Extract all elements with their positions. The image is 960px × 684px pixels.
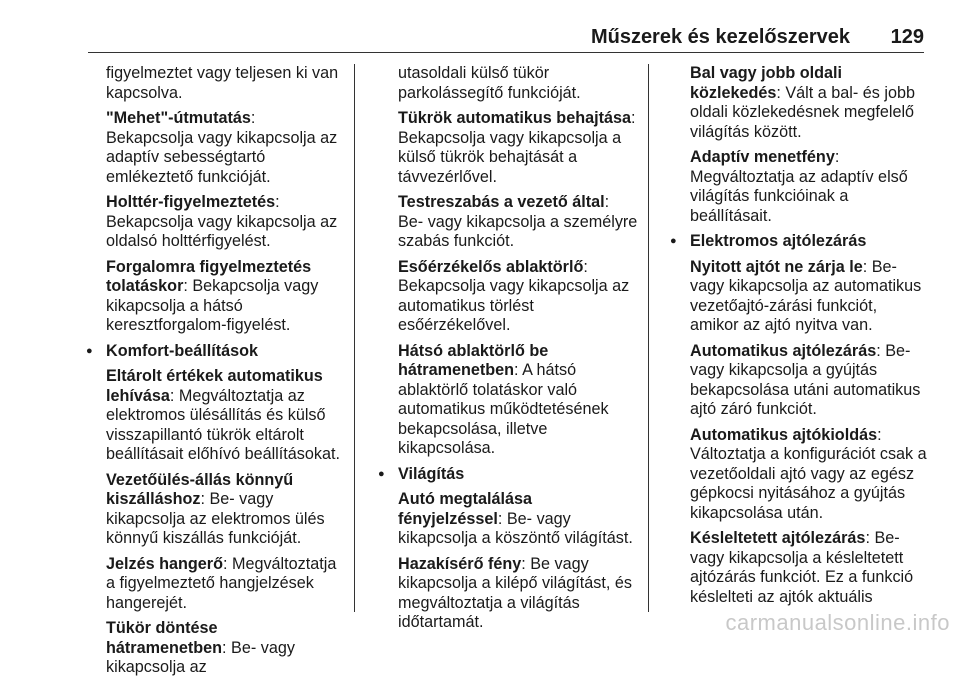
setting-name: Eltárolt értékek automatikus lehívása [106,367,323,405]
setting-paragraph [106,258,342,336]
page-number: 129 [890,26,924,48]
setting-description: : Bekapcsolja vagy kikapcsolja az oldalsó holttérfigyelést. [106,193,338,250]
setting-description: : Be- vagy kikapcsolja a személyre szabás funkciót. [398,193,638,250]
setting-paragraph [398,109,638,187]
setting-description: : Be- vagy kikapcsolja az elektromos ülés könnyű kiszállás funkcióját. [106,490,325,547]
setting-name: Testreszabás a vezető által [398,193,605,211]
setting-description: : Megváltoztatja az elektromos ülésállítás és külső visszapillantó tükrök eltárolt beállításait előhívó beállításokat. [106,386,340,463]
setting-description: : Bekapcsolja vagy kikapcsolja az automatikus törlést esőérzékelővel. [398,257,630,334]
setting-name: Jelzés hangerő [106,554,223,573]
setting-paragraph [398,64,638,103]
setting-paragraph [106,619,342,678]
setting-description: figyelmeztet vagy teljesen ki van kapcsolva. [106,64,339,102]
setting-name: Hátsó ablaktörlő be hátramenetben [398,341,549,379]
page-title: Műszerek és kezelőszervek [590,26,850,48]
setting-paragraph [690,529,930,607]
section-bullet [106,342,342,362]
setting-paragraph [106,555,342,614]
setting-paragraph [690,64,930,142]
setting-description: : Bekapcsolja vagy kikapcsolja a hátsó keresztforgalom-figyelést. [106,277,319,334]
text-column-2 [382,64,638,639]
setting-paragraph [106,367,342,465]
setting-description: : Be- vagy kikapcsolja a késleltetett ajtózárás funkciót. Ez a funkció késlelteti az ajtók aktuális [690,529,914,606]
setting-name: Adaptív menetfény [690,148,835,166]
setting-description: : Be- vagy kikapcsolja a gyújtás bekapcsolása utáni automatikus ajtó záró funkciót. [690,341,921,418]
setting-name: Esőérzékelős ablaktörlő [398,257,584,276]
text-column-1 [90,64,342,684]
setting-paragraph [106,64,342,103]
section-bullet [398,465,638,485]
column-divider [648,64,649,612]
setting-description: : Be- vagy kikapcsolja a köszöntő világítást. [398,509,633,547]
setting-name: Elektromos ajtólezárás [690,232,867,250]
setting-description: utasoldali külső tükör parkolássegítő funkcióját. [398,64,581,102]
setting-name: Forgalomra figyelmeztetés tolatáskor [106,257,312,295]
setting-name: Nyitott ajtót ne zárja le [690,257,863,276]
setting-description: : Változtatja a konfigurációt csak a vezetőoldali ajtó vagy az egész gépkocsi nyitásához a gyújtás kikapcsolása után. [690,425,927,522]
setting-paragraph [106,109,342,187]
setting-name: Bal vagy jobb oldali közlekedés [690,64,843,102]
page-header [88,22,924,53]
setting-name: Késleltetett ajtólezárás [690,529,866,547]
setting-name: Vezetőülés-állás könnyű kiszálláshoz [106,470,294,508]
setting-paragraph [106,471,342,549]
setting-description: : Vált a bal- és jobb oldali közlekedésnek megfelelő világítás között. [690,83,915,141]
setting-paragraph [690,426,930,524]
setting-description: : Be- vagy kikapcsolja az automatikus vezetőajtó-zárási funkciót, amikor az ajtó nyitva van. [690,257,922,334]
setting-name: "Mehet"-útmutatás [106,109,251,127]
setting-name: Komfort-beállítások [106,341,259,360]
setting-name: Tükör döntése hátramenetben [106,619,223,657]
setting-name: Automatikus ajtókioldás [690,425,878,444]
setting-paragraph [690,342,930,420]
column-divider [354,64,355,612]
text-column-3 [674,64,930,613]
setting-description: : Bekapcsolja vagy kikapcsolja az adaptív sebességtartó emlékeztető funkcióját. [106,109,338,186]
setting-paragraph [398,490,638,549]
setting-name: Hazakísérő fény [398,554,522,573]
setting-name: Holttér-figyelmeztetés [106,193,276,211]
section-bullet [690,232,930,252]
setting-name: Autó megtalálása fényjelzéssel [398,490,533,528]
setting-paragraph [690,148,930,226]
setting-paragraph [398,193,638,252]
setting-description: : Megváltoztatja az adaptív első világítás funkcióinak a beállításait. [690,148,908,225]
setting-paragraph [398,555,638,633]
setting-paragraph [690,258,930,336]
setting-paragraph [398,342,638,459]
setting-name: Világítás [398,464,465,483]
setting-description: : Bekapcsolja vagy kikapcsolja a külső tükrök behajtását a távvezérlővel. [398,109,636,186]
setting-description: : Megváltoztatja a figyelmeztető hangjelzések hangerejét. [106,554,337,612]
watermark: carmanualsonline.info [725,610,950,635]
setting-description: : Be- vagy kikapcsolja az [106,638,295,676]
setting-paragraph [106,193,342,252]
setting-description: : A hátsó ablaktörlő tolatáskor való automatikus működtetésének bekapcsolása, illetve kikapcsolása. [398,361,609,457]
setting-name: Tükrök automatikus behajtása [398,109,631,127]
setting-paragraph [398,258,638,336]
setting-name: Automatikus ajtólezárás [690,341,877,360]
setting-description: : Be vagy kikapcsolja a kilépő világítást, és megváltoztatja a világítás időtartamát. [398,554,632,631]
